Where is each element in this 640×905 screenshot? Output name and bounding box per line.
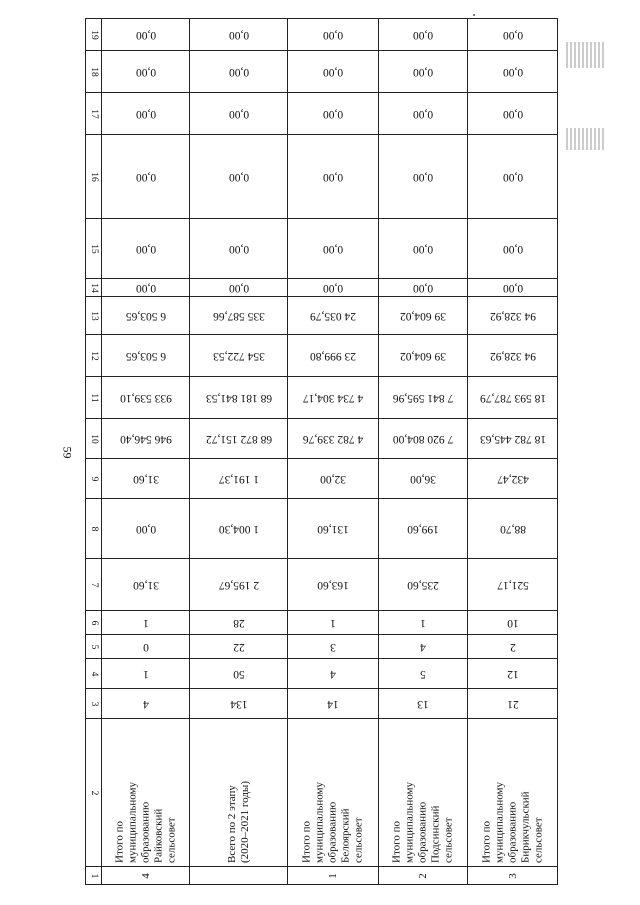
- value-cell: [379, 659, 468, 689]
- value-text: 134: [229, 697, 248, 710]
- table-row: [86, 19, 558, 51]
- value-cell: [288, 279, 379, 297]
- value-cell: [190, 93, 288, 135]
- row-index-text: 2: [417, 872, 429, 879]
- value-cell: [468, 377, 558, 419]
- value-cell: [190, 459, 288, 499]
- value-text: 94 328,92: [489, 309, 536, 322]
- value-cell: [102, 279, 190, 297]
- value-text: 0,00: [135, 522, 156, 535]
- value-text: 0,00: [135, 107, 156, 120]
- value-cell: [468, 459, 558, 499]
- column-number-cell: [86, 219, 102, 279]
- value-cell: [102, 689, 190, 719]
- value-text: 235,60: [407, 578, 439, 591]
- row-label-text: Итого по муниципальному образованию Бирикчульский сельсовет: [480, 781, 544, 863]
- value-cell: [379, 93, 468, 135]
- value-cell: [379, 689, 468, 719]
- value-text: 0,00: [135, 281, 156, 294]
- column-number: 1: [88, 873, 99, 878]
- column-number: 9: [88, 476, 99, 481]
- column-number-cell: [86, 279, 102, 297]
- value-cell: [288, 459, 379, 499]
- value-cell: [288, 297, 379, 335]
- value-text: 13: [417, 697, 429, 710]
- value-text: 0,00: [412, 170, 434, 183]
- column-number: 10: [88, 433, 99, 444]
- value-text: 0,00: [228, 170, 249, 183]
- value-text: 0,00: [502, 107, 523, 120]
- value-cell: [379, 635, 468, 659]
- value-cell: [102, 51, 190, 93]
- value-text: 12: [506, 667, 519, 680]
- value-text: 0,00: [228, 242, 249, 255]
- column-number: 11: [88, 392, 99, 403]
- value-text: 0,00: [412, 28, 434, 41]
- row-label-text: Итого по муниципальному образованию Подсинский сельсовет: [390, 781, 455, 863]
- value-cell: [468, 689, 558, 719]
- column-number-cell: [86, 377, 102, 419]
- value-text: 31,60: [132, 578, 159, 591]
- value-cell: [190, 335, 288, 377]
- value-cell: [468, 635, 558, 659]
- value-cell: [288, 689, 379, 719]
- value-cell: [468, 135, 558, 219]
- value-cell: [102, 335, 190, 377]
- value-text: 4: [420, 640, 426, 653]
- row-index-cell: [288, 867, 379, 885]
- value-text: 0,00: [135, 28, 156, 41]
- column-number: 13: [88, 310, 99, 321]
- data-table: [85, 18, 557, 879]
- value-text: 7 841 595,96: [392, 391, 454, 404]
- column-number: 8: [88, 526, 99, 531]
- row-label-cell: [190, 719, 288, 867]
- value-cell: [102, 611, 190, 635]
- value-cell: [190, 219, 288, 279]
- value-text: 0,00: [502, 28, 523, 41]
- value-cell: [468, 93, 558, 135]
- column-number-cell: [86, 635, 102, 659]
- value-cell: [102, 635, 190, 659]
- table-row: [86, 719, 558, 867]
- table-row: [86, 135, 558, 219]
- value-text: 0,00: [322, 107, 344, 120]
- value-text: 24 035,79: [310, 309, 356, 322]
- column-number-cell: [86, 719, 102, 867]
- table-row: [86, 659, 558, 689]
- value-cell: [190, 611, 288, 635]
- table-row: [86, 279, 558, 297]
- column-number-cell: [86, 51, 102, 93]
- table-row: [86, 499, 558, 559]
- value-text: 933 539,10: [119, 391, 172, 404]
- value-cell: [102, 419, 190, 459]
- table-row: [86, 867, 558, 885]
- value-text: 131,60: [317, 522, 349, 535]
- value-text: 0,00: [412, 65, 434, 78]
- column-number-cell: [86, 93, 102, 135]
- value-text: 0,00: [322, 28, 344, 41]
- value-text: 6 503,65: [125, 309, 166, 322]
- row-index-text: 4: [139, 872, 152, 879]
- value-text: 0,00: [135, 242, 156, 255]
- value-cell: [379, 51, 468, 93]
- column-number-cell: [86, 459, 102, 499]
- value-cell: [468, 559, 558, 611]
- value-cell: [468, 51, 558, 93]
- value-cell: [102, 93, 190, 135]
- value-text: 2 195,67: [218, 578, 259, 591]
- value-cell: [288, 93, 379, 135]
- value-text: 10: [506, 616, 519, 629]
- value-text: 0,00: [502, 65, 523, 78]
- value-cell: [379, 19, 468, 51]
- column-number: 15: [88, 243, 99, 254]
- value-text: 18 782 445,63: [479, 432, 546, 445]
- value-cell: [379, 419, 468, 459]
- value-text: 88,70: [499, 522, 526, 535]
- value-text: 0,00: [502, 242, 523, 255]
- table-row: [86, 419, 558, 459]
- value-text: 335 587,66: [212, 309, 265, 322]
- value-cell: [468, 297, 558, 335]
- row-index-text: 3: [506, 872, 519, 879]
- value-text: 50: [232, 667, 245, 680]
- table-row: [86, 297, 558, 335]
- value-text: 14: [327, 697, 339, 710]
- value-cell: [288, 611, 379, 635]
- value-cell: [379, 499, 468, 559]
- value-cell: [288, 419, 379, 459]
- value-cell: [379, 459, 468, 499]
- value-cell: [102, 19, 190, 51]
- column-number: 3: [88, 701, 99, 706]
- value-cell: [468, 419, 558, 459]
- column-number: 12: [88, 350, 99, 361]
- value-cell: [190, 279, 288, 297]
- value-text: 0,00: [228, 281, 249, 294]
- column-number-cell: [86, 611, 102, 635]
- value-text: 0,00: [228, 65, 249, 78]
- value-cell: [288, 499, 379, 559]
- table-row: [86, 51, 558, 93]
- value-text: 0,00: [502, 281, 523, 294]
- value-cell: [468, 659, 558, 689]
- value-text: 199,60: [407, 522, 439, 535]
- value-text: 0,00: [322, 281, 344, 294]
- column-number: 6: [88, 620, 99, 625]
- value-cell: [288, 135, 379, 219]
- value-cell: [468, 611, 558, 635]
- value-cell: [288, 219, 379, 279]
- table-row: [86, 93, 558, 135]
- value-cell: [288, 335, 379, 377]
- value-cell: [468, 19, 558, 51]
- value-text: 4 782 339,76: [302, 432, 364, 445]
- value-text: 163,60: [317, 578, 349, 591]
- value-cell: [102, 499, 190, 559]
- column-number: 14: [88, 282, 99, 293]
- value-text: 28: [232, 616, 245, 629]
- value-cell: [190, 51, 288, 93]
- row-label-cell: [288, 719, 379, 867]
- column-number-cell: [86, 135, 102, 219]
- value-text: 23 999,80: [310, 349, 356, 362]
- column-number-cell: [86, 689, 102, 719]
- value-text: 0,00: [502, 170, 523, 183]
- value-cell: [379, 335, 468, 377]
- value-text: 0,00: [228, 28, 249, 41]
- value-text: 1: [142, 667, 149, 680]
- column-number-cell: [86, 499, 102, 559]
- table-row: [86, 559, 558, 611]
- value-text: 0,00: [322, 242, 344, 255]
- row-label-text: Итого по муниципальному образованию Райковский сельсовет: [113, 781, 177, 863]
- value-text: 0,00: [412, 107, 434, 120]
- value-text: 3: [330, 640, 336, 653]
- value-cell: [468, 335, 558, 377]
- value-cell: [379, 219, 468, 279]
- value-cell: [468, 219, 558, 279]
- value-text: 946 546,40: [119, 432, 172, 445]
- data-table-grid: [85, 18, 558, 885]
- value-text: 0,00: [322, 65, 344, 78]
- value-text: 0,00: [412, 242, 434, 255]
- column-number: 5: [88, 644, 99, 649]
- row-label-text: Всего по 2 этапу (2020–2021 годы): [225, 780, 251, 863]
- value-cell: [190, 659, 288, 689]
- value-cell: [102, 377, 190, 419]
- value-text: 6 503,65: [125, 349, 166, 362]
- table-row: [86, 335, 558, 377]
- table-row: [86, 689, 558, 719]
- scan-artifact: [566, 128, 606, 150]
- value-text: 1 191,37: [218, 472, 259, 485]
- row-index-cell: [190, 867, 288, 885]
- scan-artifact: [566, 42, 606, 68]
- column-number: 19: [88, 29, 99, 40]
- value-cell: [102, 219, 190, 279]
- value-text: 21: [506, 697, 519, 710]
- value-text: 68 872 151,72: [205, 432, 272, 445]
- value-cell: [379, 611, 468, 635]
- value-cell: [288, 635, 379, 659]
- row-index-cell: [379, 867, 468, 885]
- value-text: 1: [142, 616, 149, 629]
- row-label-cell: [102, 719, 190, 867]
- value-cell: [102, 459, 190, 499]
- row-label-text: Итого по муниципальному образованию Белоярский сельсовет: [300, 781, 365, 863]
- column-number: 2: [88, 790, 99, 795]
- column-number-cell: [86, 419, 102, 459]
- value-cell: [468, 279, 558, 297]
- value-text: 521,17: [496, 578, 529, 591]
- value-text: 5: [420, 667, 426, 680]
- value-text: 0,00: [135, 170, 156, 183]
- value-cell: [379, 135, 468, 219]
- value-text: 1: [330, 616, 336, 629]
- value-cell: [190, 377, 288, 419]
- value-text: 7 920 804,00: [392, 432, 454, 445]
- column-number: 16: [88, 171, 99, 182]
- value-cell: [190, 297, 288, 335]
- value-cell: [102, 297, 190, 335]
- column-number: 4: [88, 671, 99, 676]
- value-text: 36,00: [410, 472, 436, 485]
- value-cell: [190, 635, 288, 659]
- value-text: 2: [509, 640, 516, 653]
- value-text: 0,00: [228, 107, 249, 120]
- row-index-cell: [102, 867, 190, 885]
- value-text: 22: [232, 640, 245, 653]
- table-row: [86, 611, 558, 635]
- table-row: [86, 377, 558, 419]
- value-cell: [190, 499, 288, 559]
- value-cell: [379, 559, 468, 611]
- value-cell: [190, 419, 288, 459]
- row-label-cell: [379, 719, 468, 867]
- value-cell: [379, 279, 468, 297]
- value-cell: [102, 135, 190, 219]
- column-number-cell: [86, 19, 102, 51]
- table-row: [86, 635, 558, 659]
- row-index-text: 1: [327, 872, 339, 879]
- value-text: 0: [142, 640, 149, 653]
- column-number: 18: [88, 66, 99, 77]
- table-row: [86, 219, 558, 279]
- value-cell: [288, 659, 379, 689]
- row-index-cell: [468, 867, 558, 885]
- value-cell: [102, 559, 190, 611]
- value-cell: [190, 135, 288, 219]
- value-cell: [190, 19, 288, 51]
- value-text: 32,00: [320, 472, 346, 485]
- row-label-cell: [468, 719, 558, 867]
- column-number: 7: [88, 582, 99, 587]
- value-text: 68 181 841,53: [205, 391, 272, 404]
- value-cell: [288, 559, 379, 611]
- value-text: 31,60: [132, 472, 159, 485]
- value-text: 1 004,30: [218, 522, 259, 535]
- column-number: 17: [88, 108, 99, 119]
- value-text: 94 328,92: [489, 349, 536, 362]
- value-text: 4 734 304,17: [302, 391, 364, 404]
- column-number-cell: [86, 335, 102, 377]
- value-cell: [288, 51, 379, 93]
- value-text: 39 604,02: [400, 349, 446, 362]
- value-cell: [468, 499, 558, 559]
- value-cell: [379, 377, 468, 419]
- stray-dot: [473, 14, 475, 16]
- value-cell: [288, 19, 379, 51]
- value-text: 0,00: [412, 281, 434, 294]
- column-number-cell: [86, 559, 102, 611]
- value-cell: [102, 659, 190, 689]
- value-cell: [190, 689, 288, 719]
- table-row: [86, 459, 558, 499]
- value-text: 4: [142, 697, 149, 710]
- value-text: 354 722,53: [212, 349, 265, 362]
- value-text: 0,00: [135, 65, 156, 78]
- value-text: 18 593 787,79: [479, 391, 546, 404]
- page-number: 59: [60, 446, 75, 459]
- value-text: 39 604,02: [400, 309, 446, 322]
- column-number-cell: [86, 297, 102, 335]
- value-cell: [379, 297, 468, 335]
- value-text: 432,47: [496, 472, 529, 485]
- value-text: 4: [330, 667, 336, 680]
- column-number-cell: [86, 867, 102, 885]
- value-cell: [288, 377, 379, 419]
- value-cell: [190, 559, 288, 611]
- column-number-cell: [86, 659, 102, 689]
- value-text: 0,00: [322, 170, 344, 183]
- value-text: 1: [420, 616, 426, 629]
